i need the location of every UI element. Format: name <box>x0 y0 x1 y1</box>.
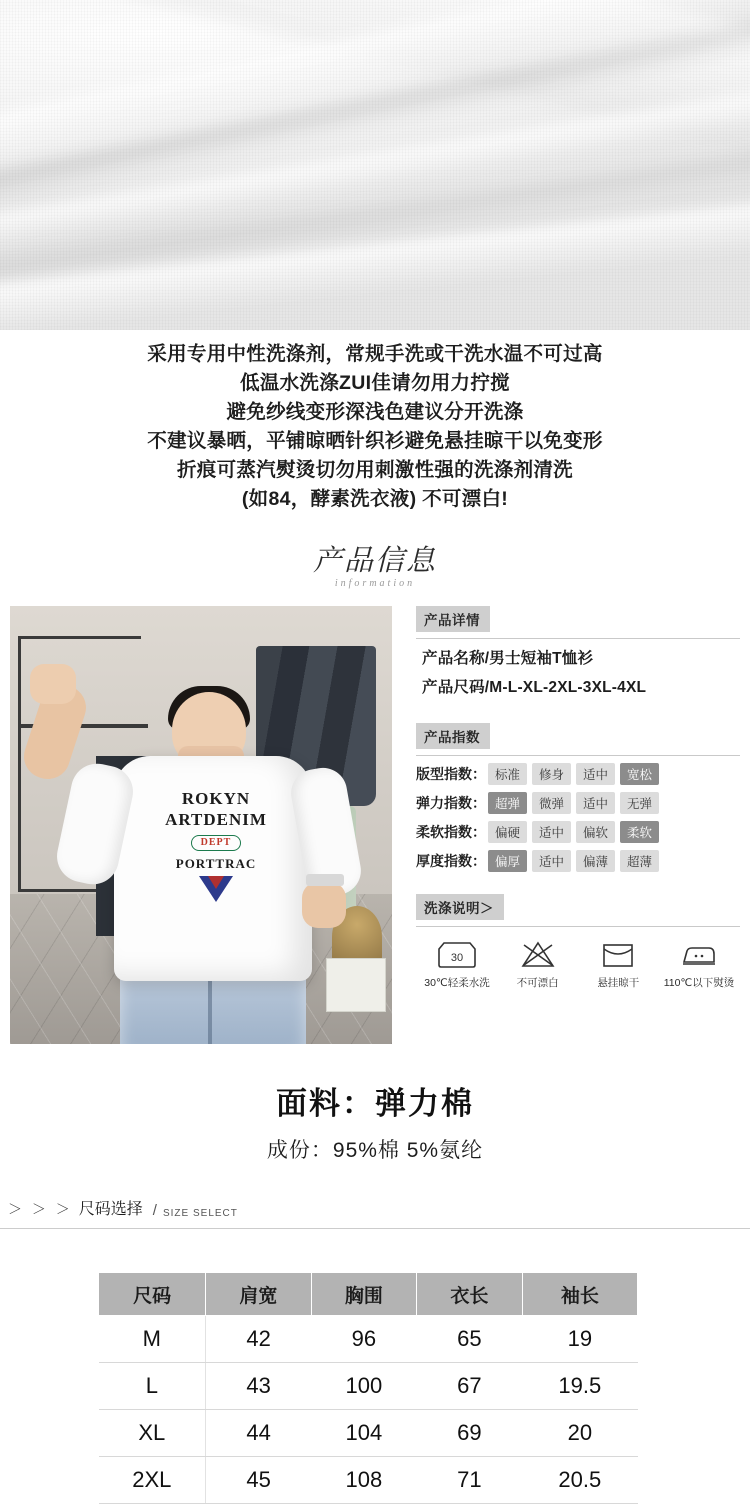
wash-tub-30-icon <box>420 937 494 973</box>
index-option[interactable]: 超薄 <box>620 850 659 872</box>
table-row <box>99 1363 638 1410</box>
model-photo <box>10 606 392 1044</box>
index-option[interactable]: 适中 <box>576 763 615 785</box>
index-options <box>488 821 659 843</box>
index-option[interactable]: 适中 <box>532 850 571 872</box>
shoulder-cell: 42 <box>206 1316 312 1363</box>
divider <box>416 926 740 927</box>
sleeve-cell: 20.5 <box>522 1457 637 1504</box>
shoulder-cell: 45 <box>206 1457 312 1504</box>
print-line-3: PORTTRAC <box>175 856 257 871</box>
care-line: 折痕可蒸汽熨烫切勿用刺激性强的洗涤剂清洗 <box>176 459 573 481</box>
length-cell: 67 <box>417 1363 523 1410</box>
wash-item-iron <box>662 937 736 990</box>
index-option[interactable]: 修身 <box>532 763 571 785</box>
index-option[interactable]: 无弹 <box>620 792 659 814</box>
product-info-subtitle: information <box>334 578 416 589</box>
divider <box>416 755 740 756</box>
size-select-label-cn: 尺码选择 <box>78 1201 143 1218</box>
size-cell: L <box>99 1363 206 1410</box>
index-label: 柔软指数： <box>416 824 486 840</box>
print-triangle-logo <box>199 876 233 902</box>
print-line-1: ROKYN <box>181 789 251 808</box>
index-row-thickness <box>416 850 740 872</box>
wash-caption: 悬挂晾干 <box>597 977 640 989</box>
model-jeans <box>120 972 306 1044</box>
detail-section-header: 产品详情 <box>416 606 490 632</box>
product-name-line: 产品名称/男士短袖T恤衫 <box>422 650 594 667</box>
print-line-2: ARTDENIM <box>165 810 267 830</box>
index-option-selected[interactable]: 宽松 <box>620 763 659 785</box>
index-option[interactable]: 适中 <box>576 792 615 814</box>
care-line: 采用专用中性洗涤剂，常规手洗或干洗水温不可过高 <box>147 343 603 365</box>
arrows-icon: ＞ ＞ ＞ <box>8 1201 73 1217</box>
shoulder-cell: 44 <box>206 1410 312 1457</box>
size-table-header-cell: 胸围 <box>311 1273 417 1316</box>
size-table-header-cell: 尺码 <box>99 1273 206 1316</box>
size-table-header-row <box>99 1273 638 1316</box>
divider <box>416 638 740 639</box>
size-cell: 2XL <box>99 1457 206 1504</box>
print-badge: DEPT <box>191 835 242 852</box>
shoulder-cell: 43 <box>206 1363 312 1410</box>
index-option-selected[interactable]: 柔软 <box>620 821 659 843</box>
chest-cell: 104 <box>311 1410 417 1457</box>
table-row <box>99 1410 638 1457</box>
iron-110-icon <box>662 937 736 973</box>
chest-cell: 96 <box>311 1316 417 1363</box>
length-cell: 69 <box>417 1410 523 1457</box>
wash-icon-row <box>416 937 740 990</box>
tshirt-back-print <box>148 788 284 902</box>
wash-caption: 30℃轻柔水洗 <box>424 977 490 989</box>
length-cell: 71 <box>417 1457 523 1504</box>
care-line: 不建议暴晒，平铺晾晒针织衫避免悬挂晾干以免变形 <box>147 430 603 452</box>
wash-item-no-bleach <box>501 937 575 990</box>
spec-panel <box>416 606 740 990</box>
index-label: 弹力指数： <box>416 795 486 811</box>
product-info-title: 产品信息 <box>312 545 437 577</box>
index-options <box>488 792 659 814</box>
fabric-title: 面料：弹力棉 <box>276 1086 474 1121</box>
table-row <box>99 1316 638 1363</box>
index-row-stretch <box>416 792 740 814</box>
size-cell: M <box>99 1316 206 1363</box>
product-sizes-line: 产品尺码/M-L-XL-2XL-3XL-4XL <box>422 679 647 696</box>
size-table <box>98 1272 638 1504</box>
wash-caption: 不可漂白 <box>516 977 559 989</box>
size-table-header-cell: 袖长 <box>522 1273 637 1316</box>
index-row-fit <box>416 763 740 785</box>
care-line: 低温水洗涤ZUI佳请勿用力拧搅 <box>240 372 510 394</box>
hang-dry-icon <box>581 937 655 973</box>
model-hand-right <box>302 882 346 928</box>
divider <box>0 1228 750 1229</box>
care-line: 避免纱线变形深浅色建议分开洗涤 <box>226 401 524 423</box>
table-row <box>99 1457 638 1504</box>
size-table-header-cell: 肩宽 <box>206 1273 312 1316</box>
index-label: 版型指数： <box>416 766 486 782</box>
index-option-selected[interactable]: 超弹 <box>488 792 527 814</box>
fabric-closeup-photo <box>0 0 750 330</box>
index-option[interactable]: 适中 <box>532 821 571 843</box>
model-hand <box>30 664 76 704</box>
no-bleach-icon <box>501 937 575 973</box>
index-options <box>488 850 659 872</box>
care-line: (如84，酵素洗衣液) 不可漂白! <box>241 488 509 510</box>
length-cell: 65 <box>417 1316 523 1363</box>
index-row-softness <box>416 821 740 843</box>
fabric-composition: 成份：95%棉 5%氨纶 <box>266 1139 484 1162</box>
sleeve-cell: 19.5 <box>522 1363 637 1410</box>
index-option[interactable]: 偏薄 <box>576 850 615 872</box>
index-options <box>488 763 659 785</box>
model-watch <box>306 874 344 886</box>
wash-item-machine-wash <box>420 937 494 990</box>
index-label: 厚度指数： <box>416 853 486 869</box>
display-box <box>326 958 386 1012</box>
sleeve-cell: 19 <box>522 1316 637 1363</box>
index-option[interactable]: 微弹 <box>532 792 571 814</box>
indices-section-header: 产品指数 <box>416 723 490 749</box>
wash-item-hang-dry <box>581 937 655 990</box>
sleeve-cell: 20 <box>522 1410 637 1457</box>
chest-cell: 108 <box>311 1457 417 1504</box>
wash-caption: 110℃以下熨烫 <box>663 977 735 989</box>
index-option-selected[interactable]: 偏厚 <box>488 850 527 872</box>
wash-section-header: 洗涤说明＞ <box>416 894 504 920</box>
chest-cell: 100 <box>311 1363 417 1410</box>
size-table-header-cell: 衣长 <box>417 1273 523 1316</box>
size-cell: XL <box>99 1410 206 1457</box>
index-option[interactable]: 偏硬 <box>488 821 527 843</box>
care-instructions <box>0 340 750 514</box>
svg-text:30: 30 <box>450 952 464 964</box>
size-select-label-en: SIZE SELECT <box>162 1208 238 1219</box>
index-option[interactable]: 标准 <box>488 763 527 785</box>
size-select-header <box>8 1196 748 1219</box>
size-select-slash: / <box>152 1202 157 1219</box>
index-option[interactable]: 偏软 <box>576 821 615 843</box>
fabric-weave-texture <box>0 0 750 330</box>
